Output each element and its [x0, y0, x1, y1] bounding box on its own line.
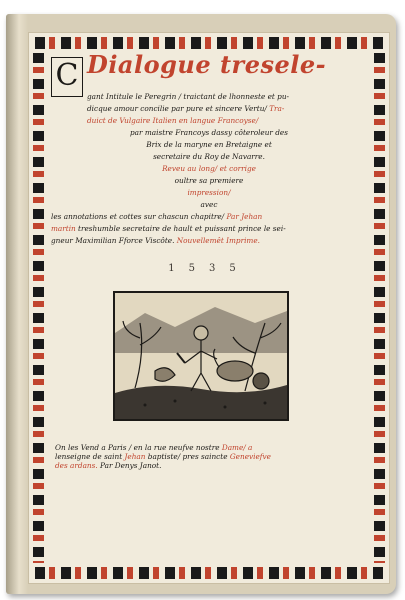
title-text-text-segment: avec — [200, 200, 218, 209]
book-spine — [6, 14, 28, 594]
title-text-line — [51, 127, 367, 139]
title-text-line — [51, 211, 367, 223]
title-block — [51, 50, 367, 275]
page-title: Dialogue tresele- — [87, 50, 327, 79]
title-text-text-segment: treshumble secretaire de hault et puissant prince le sei- — [75, 224, 286, 233]
title-text-line — [87, 91, 367, 103]
title-text-text-segment: Brix de la maryne en Bretaigne et — [146, 140, 272, 149]
book — [6, 14, 396, 594]
imprint-text-segment: On les Vend a Paris / en la rue neufve nostre — [55, 443, 222, 452]
title-text-line — [51, 175, 367, 187]
title-text-text-segment: Nouvellemêt Imprime. — [174, 236, 260, 245]
title-text-text-segment: oultre sa premiere — [174, 176, 244, 185]
decorated-initial: C — [51, 57, 83, 97]
ornamental-border-top — [35, 37, 383, 49]
title-line — [51, 50, 367, 93]
title-page — [28, 32, 390, 584]
imprint-line — [55, 452, 363, 461]
imprint-text-segment: Jehan — [124, 452, 146, 461]
ornamental-border-left — [33, 53, 44, 563]
title-text-text-segment: gant Intitule le Peregrin / traictant de lhonneste et pu- — [87, 92, 289, 101]
imprint-text-segment: Dame/ a — [221, 443, 253, 452]
imprint-text-segment: Par Denys Janot. — [97, 461, 162, 470]
date-line: 1535 — [168, 263, 250, 274]
title-text-line — [51, 163, 367, 175]
imprint-block — [55, 443, 363, 470]
title-text-text-segment: duict de Vulgaire Italien en langue Francoyse/ — [87, 116, 259, 125]
woodcut-illustration — [113, 291, 289, 421]
imprint-text-segment: lenseigne de saint — [55, 452, 125, 461]
imprint-line — [55, 443, 363, 452]
title-text-line — [87, 115, 367, 127]
title-text-line — [51, 151, 367, 163]
title-text-text-segment: Reveu au long/ et corrige — [162, 164, 256, 173]
imprint-line — [55, 461, 363, 470]
imprint-text-segment: des ardans. — [55, 461, 98, 470]
title-text-text-segment: Tra- — [266, 104, 285, 113]
title-text-line — [51, 223, 367, 235]
title-text-text-segment: secretaire du Roy de Navarre. — [153, 152, 265, 161]
title-text-text-segment: dicque amour concilie par pure et sincere Vertu/ — [87, 104, 267, 113]
ornamental-border-right — [374, 53, 385, 563]
title-text-text-segment: par maistre Francoys dassy côteroleur des — [130, 128, 288, 137]
imprint-text-segment: baptiste/ pres saincte — [145, 452, 230, 461]
title-text-lines — [51, 91, 367, 247]
title-text-text-segment: impression/ — [187, 188, 231, 197]
ornamental-border-bottom — [35, 567, 383, 579]
title-text-text-segment: les annotations et cottes sur chascun chapitre/ — [51, 212, 225, 221]
title-text-text-segment: Par Jehan — [224, 212, 263, 221]
title-text-line — [51, 199, 367, 211]
title-text-line — [87, 103, 367, 115]
title-text-line — [51, 235, 367, 247]
title-text-text-segment: martin — [51, 224, 76, 233]
title-text-line — [51, 139, 367, 151]
title-text-text-segment: gneur Maximilian Fforce Viscôte. — [51, 236, 175, 245]
imprint-text-segment: Geneviefve — [229, 452, 271, 461]
title-text-line — [51, 187, 367, 199]
